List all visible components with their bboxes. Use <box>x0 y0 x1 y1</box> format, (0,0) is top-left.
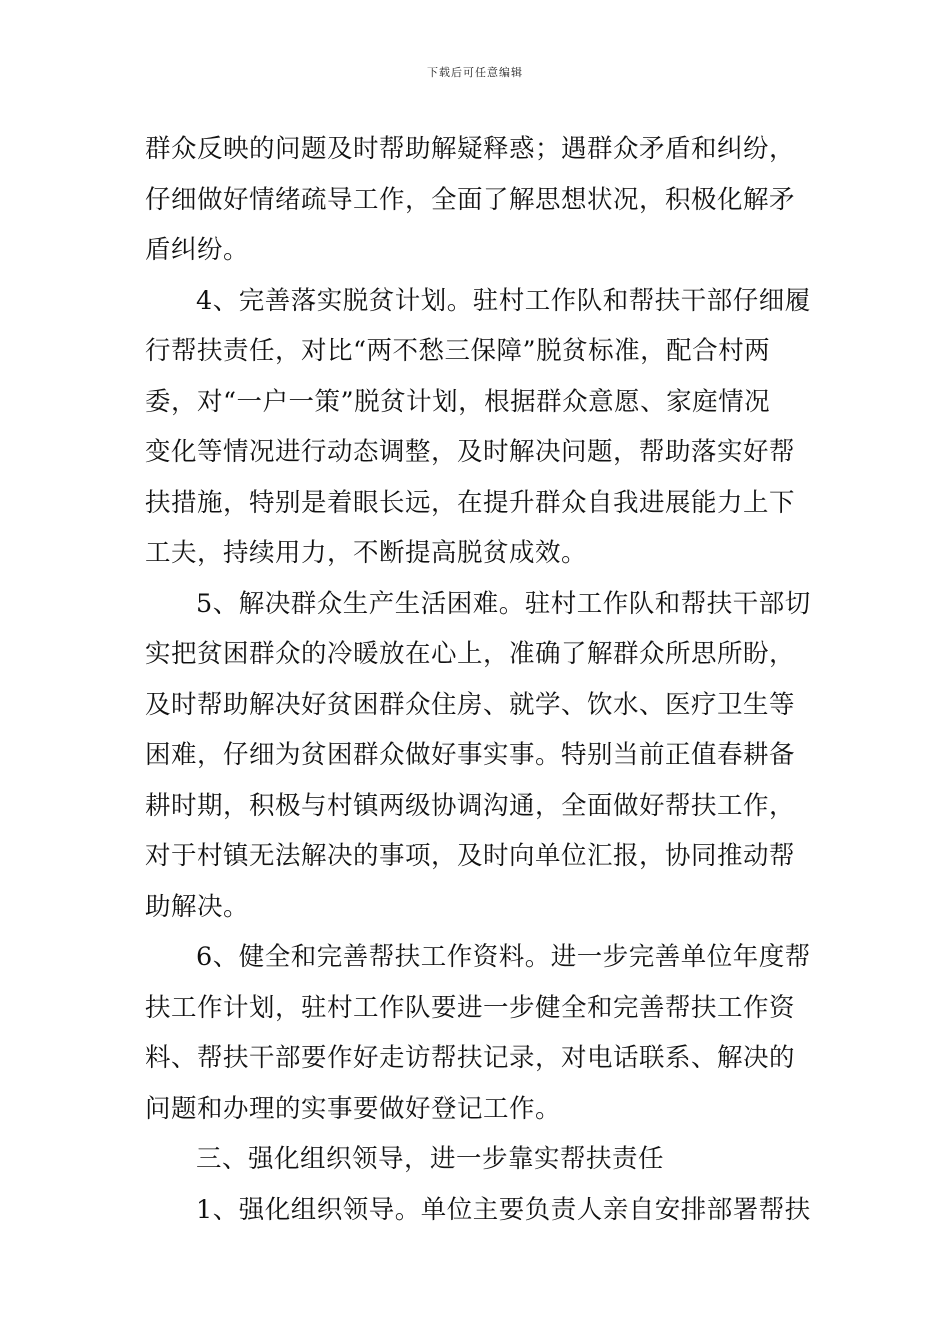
text-line: 扶措施，特别是着眼长远，在提升群众自我进展能力上下 <box>145 487 796 518</box>
document-body <box>145 124 810 1235</box>
text-line: 变化等情况进行动态调整，及时解决问题，帮助落实好帮 <box>145 437 796 467</box>
text-line: 5、解决群众生产生活困难。驻村工作队和帮扶干部切 <box>196 588 811 619</box>
text-line: 问题和办理的实事要做好登记工作。 <box>145 1093 562 1124</box>
text-line: 扶工作计划，驻村工作队要进一步健全和完善帮扶工作资 <box>145 992 796 1023</box>
text-line: 困难，仔细为贫困群众做好事实事。特别当前正值春耕备 <box>145 740 796 770</box>
text-line: 群众反映的问题及时帮助解疑释惑；遇群众矛盾和纠纷， <box>145 134 796 164</box>
text-line: 耕时期，积极与村镇两级协调沟通，全面做好帮扶工作， <box>145 790 796 821</box>
text-line: 助解决。 <box>145 891 250 922</box>
text-line: 料、帮扶干部要作好走访帮扶记录，对电话联系、解决的 <box>145 1043 796 1073</box>
text-line: 对于村镇无法解决的事项，及时向单位汇报，协同推动帮 <box>145 841 796 871</box>
text-line: 委，对“一户一策”脱贫计划，根据群众意愿、家庭情况 <box>145 386 771 417</box>
text-line: 行帮扶责任，对比“两不愁三保障”脱贫标准，配合村两 <box>145 336 771 366</box>
text-line: 仔细做好情绪疏导工作，全面了解思想状况，积极化解矛 <box>145 184 796 215</box>
text-line: 及时帮助解决好贫困群众住房、就学、饮水、医疗卫生等 <box>145 689 796 720</box>
text-line: 三、强化组织领导，进一步靠实帮扶责任 <box>196 1144 665 1174</box>
text-line: 4、完善落实脱贫计划。驻村工作队和帮扶干部仔细履 <box>196 285 811 316</box>
page-header-note: 下载后可任意编辑 <box>427 66 523 79</box>
text-line: 实把贫困群众的冷暖放在心上，准确了解群众所思所盼， <box>145 639 796 669</box>
text-line: 工夫，持续用力，不断提高脱贫成效。 <box>145 538 588 568</box>
text-line: 1、强化组织领导。单位主要负责人亲自安排部署帮扶 <box>196 1194 811 1225</box>
text-line: 盾纠纷。 <box>145 235 250 265</box>
text-line: 6、健全和完善帮扶工作资料。进一步完善单位年度帮 <box>196 942 811 972</box>
